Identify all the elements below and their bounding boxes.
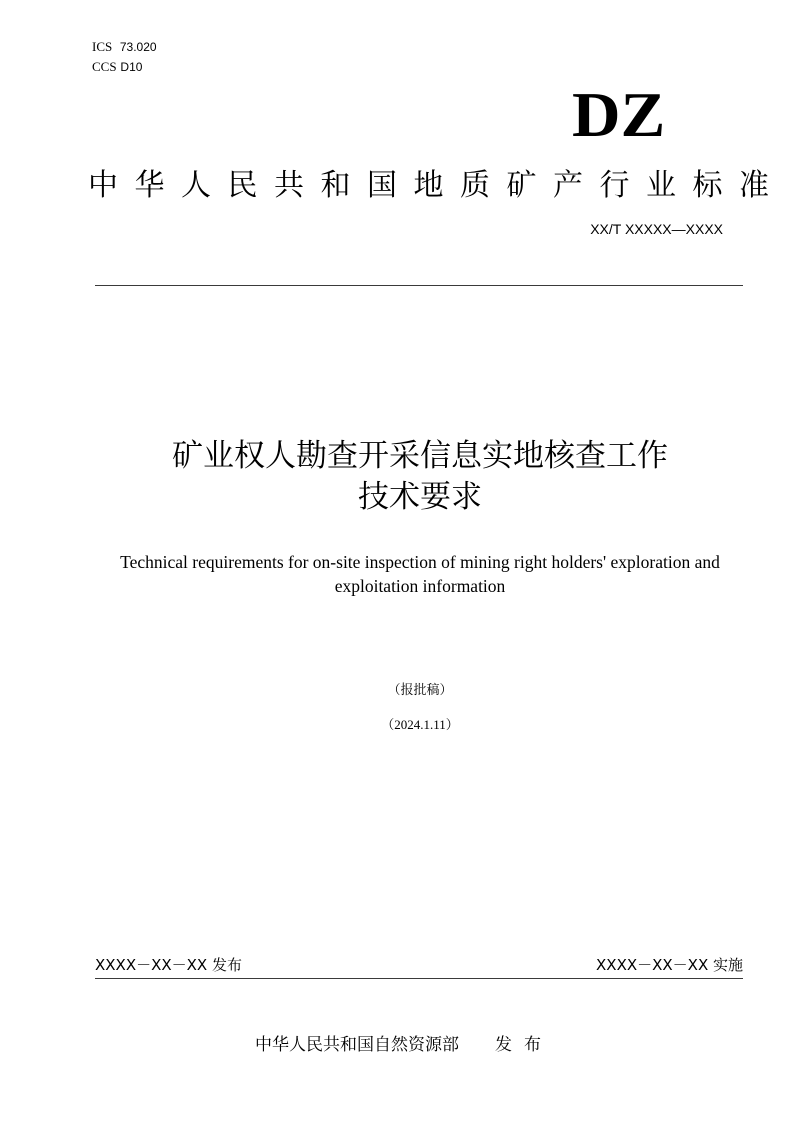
ccs-value: D10 bbox=[120, 60, 143, 74]
standard-category-heading: 中华人民共和国地质矿产行业标准 bbox=[88, 168, 786, 203]
ccs-label: CCS bbox=[92, 59, 117, 74]
draft-status: （报批稿） bbox=[387, 683, 453, 698]
english-title-line-2: exploitation information bbox=[334, 576, 506, 596]
issuer-name: 中华人民共和国自然资源部 bbox=[255, 1035, 459, 1055]
issuer-line bbox=[255, 1033, 553, 1057]
chinese-title-line-2: 技术要求 bbox=[358, 479, 482, 515]
ics-value: 73.020 bbox=[119, 40, 157, 54]
ics-code bbox=[92, 40, 157, 54]
bottom-divider bbox=[95, 978, 743, 979]
english-title bbox=[80, 550, 760, 598]
standard-number: XX/T XXXXX—XXXX bbox=[590, 221, 723, 237]
release-date: XXXX－XX－XX 发布 bbox=[95, 956, 242, 974]
ics-label: ICS bbox=[92, 39, 113, 54]
issue-label: 发布 bbox=[495, 1035, 553, 1055]
ccs-code bbox=[92, 60, 142, 74]
english-title-line-1: Technical requirements for on-site inspection of mining right holders' exploration and bbox=[120, 552, 720, 572]
effective-date: XXXX－XX－XX 实施 bbox=[596, 956, 743, 974]
chinese-title bbox=[0, 436, 800, 518]
draft-date: （2024.1.11） bbox=[381, 717, 459, 732]
chinese-title-line-1: 矿业权人勘查开采信息实地核查工作 bbox=[172, 438, 668, 474]
dz-logo: DZ bbox=[572, 79, 666, 150]
top-divider bbox=[95, 285, 743, 286]
